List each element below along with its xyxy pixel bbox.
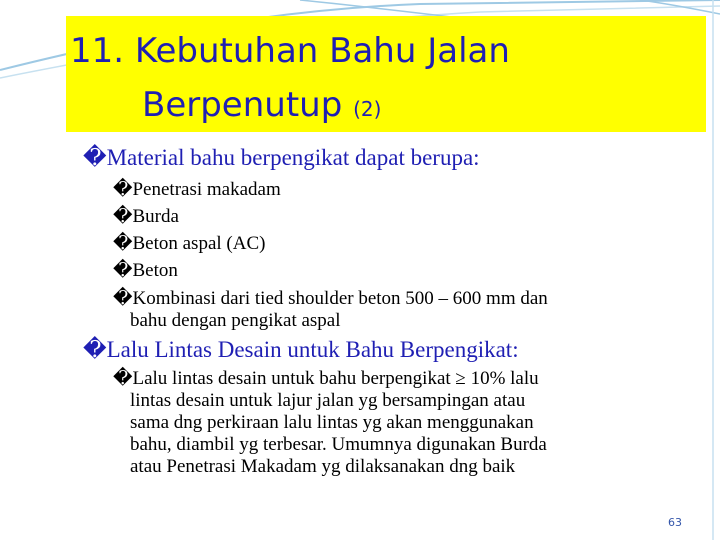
section-heading-traffic: �Lalu Lintas Desain untuk Bahu Berpengikat: [83, 337, 519, 362]
list-item: �Beton [113, 260, 178, 281]
bullet-icon: � [83, 145, 107, 170]
list-item: �Kombinasi dari tied shoulder beton 500 – 600 mm dan [113, 288, 548, 309]
list-item: �Penetrasi makadam [113, 179, 281, 200]
list-item-continuation: lintas desain untuk lajur jalan yg bersampingan atau [130, 390, 526, 411]
slide-title-main: Berpenutup [142, 85, 343, 125]
slide-title-part-number: (2) [353, 97, 382, 121]
list-item-continuation: atau Penetrasi Makadam yg dilaksanakan dng baik [130, 456, 516, 477]
slide-title-line-1: 11. Kebutuhan Bahu Jalan [70, 31, 510, 71]
list-item-continuation: bahu dengan pengikat aspal [130, 310, 341, 331]
bullet-icon: � [113, 288, 133, 309]
list-item: �Burda [113, 206, 179, 227]
list-item-continuation: bahu, diambil yg terbesar. Umumnya digunakan Burda [130, 434, 547, 455]
bullet-icon: � [83, 337, 107, 362]
bullet-icon: � [113, 206, 133, 227]
bullet-icon: � [113, 233, 133, 254]
page-number: 63 [668, 516, 682, 529]
section-heading-material: �Material bahu berpengikat dapat berupa: [83, 145, 480, 170]
list-item: �Beton aspal (AC) [113, 233, 266, 254]
bullet-icon: � [113, 260, 133, 281]
list-item-continuation: sama dng perkiraan lalu lintas yg akan menggunakan [130, 412, 534, 433]
bullet-icon: � [113, 368, 133, 389]
bullet-icon: � [113, 179, 133, 200]
list-item: �Lalu lintas desain untuk bahu berpengikat ≥ 10% lalu [113, 368, 539, 389]
